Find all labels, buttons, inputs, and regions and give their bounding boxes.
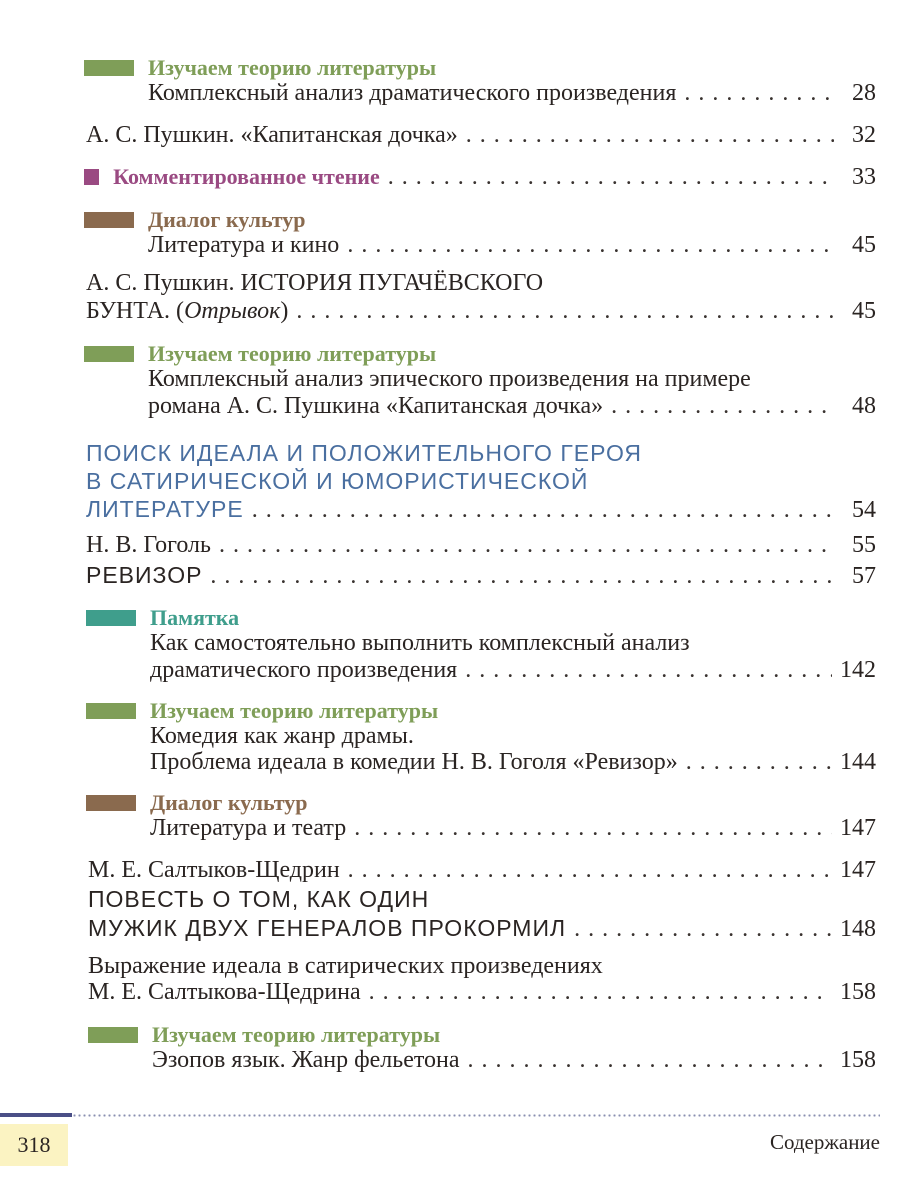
page-number: 55 — [852, 532, 876, 558]
leader-dots — [686, 746, 832, 778]
category-label: Памятка — [150, 605, 240, 630]
entry-title: РЕВИЗОР — [86, 562, 203, 588]
entry-title: А. С. Пушкин. «Капитанская дочка» — [86, 122, 458, 148]
category-label: Диалог культур — [150, 790, 308, 815]
toc-entry[interactable] — [148, 390, 876, 422]
page-number: 57 — [852, 563, 876, 589]
page-number: 158 — [840, 979, 876, 1005]
toc-entry[interactable] — [88, 976, 876, 1008]
leader-dots — [354, 812, 832, 844]
toc-entry[interactable] — [148, 229, 876, 261]
entry-title: Литература и театр — [150, 815, 347, 841]
toc-entry[interactable] — [148, 77, 876, 109]
leader-dots — [348, 854, 832, 886]
page-number: 28 — [852, 80, 876, 106]
page-number: 147 — [840, 857, 876, 883]
toc-entry-line — [88, 883, 876, 915]
entry-title-part: ) — [280, 298, 289, 324]
toc-entry[interactable] — [152, 1044, 876, 1076]
entry-title: Комплексный анализ драматического произведения — [148, 80, 677, 106]
entry-title-part: БУНТА. ( — [86, 298, 185, 324]
leader-dots — [219, 529, 834, 561]
entry-title-italic: Отрывок — [184, 298, 281, 324]
page-number: 147 — [840, 815, 876, 841]
leader-dots — [574, 913, 832, 945]
page-number: 48 — [852, 393, 876, 419]
section-title: ПОИСК ИДЕАЛА И ПОЛОЖИТЕЛЬНОГО ГЕРОЯ — [86, 440, 642, 466]
category-bar — [88, 1027, 138, 1043]
leader-dots — [684, 77, 834, 109]
footer-rule — [0, 1113, 900, 1119]
toc-entry[interactable] — [88, 912, 876, 944]
page-number: 33 — [852, 164, 876, 190]
running-title: Содержание — [769, 1130, 880, 1154]
toc-entry[interactable] — [86, 295, 876, 327]
category-bar — [84, 169, 99, 185]
toc-entry[interactable] — [150, 812, 876, 844]
toc-entry[interactable] — [86, 119, 876, 151]
toc-entry[interactable] — [150, 746, 876, 778]
category-label: Диалог культур — [148, 207, 306, 232]
category-bar — [84, 60, 134, 76]
page-number: 148 — [840, 916, 876, 942]
category-label: Изучаем теорию литературы — [152, 1022, 441, 1047]
entry-title: романа А. С. Пушкина «Капитанская дочка» — [148, 393, 604, 419]
page-number: 45 — [852, 232, 876, 258]
category-label: Изучаем теорию литературы — [150, 698, 439, 723]
footer-rule-dots — [72, 1114, 880, 1117]
entry-title: Эзопов язык. Жанр фельетона — [152, 1047, 460, 1073]
leader-dots — [611, 390, 834, 422]
page-number: 142 — [840, 657, 876, 683]
toc-entry[interactable] — [86, 493, 876, 525]
category-bar — [86, 610, 136, 626]
category-bar — [86, 795, 136, 811]
section-title: В САТИРИЧЕСКОЙ И ЮМОРИСТИЧЕСКОЙ — [86, 468, 589, 494]
category-label: Изучаем теорию литературы — [148, 55, 437, 80]
entry-title — [86, 295, 288, 327]
entry-title: Н. В. Гоголь — [86, 532, 211, 558]
toc-entry[interactable] — [88, 854, 876, 886]
page-number: 32 — [852, 122, 876, 148]
toc-entry[interactable] — [84, 161, 876, 193]
entry-title: Комедия как жанр драмы. — [150, 723, 414, 749]
entry-title: Проблема идеала в комедии Н. В. Гоголя «Ревизор» — [150, 749, 678, 775]
leader-dots — [252, 494, 834, 526]
leader-dots — [465, 654, 832, 686]
toc-entry[interactable] — [86, 559, 876, 591]
leader-dots — [468, 1044, 832, 1076]
entry-title: ПОВЕСТЬ О ТОМ, КАК ОДИН — [88, 886, 430, 912]
toc-entry[interactable] — [150, 654, 876, 686]
folio-text: 318 — [17, 1132, 51, 1157]
entry-title: МУЖИК ДВУХ ГЕНЕРАЛОВ ПРОКОРМИЛ — [88, 915, 567, 941]
entry-title: Как самостоятельно выполнить комплексный анализ — [150, 630, 690, 656]
leader-dots — [369, 976, 832, 1008]
section-title: ЛИТЕРАТУРЕ — [86, 496, 244, 522]
entry-title: М. Е. Салтыков-Щедрин — [88, 857, 340, 883]
leader-dots — [347, 229, 834, 261]
category-bar — [86, 703, 136, 719]
footer-rule-solid — [0, 1113, 72, 1117]
leader-dots — [466, 119, 834, 151]
entry-title: М. Е. Салтыкова-Щедрина — [88, 979, 361, 1005]
entry-title: Выражение идеала в сатирических произведениях — [88, 953, 603, 979]
entry-title: Литература и кино — [148, 232, 340, 258]
page-number: 144 — [840, 749, 876, 775]
leader-dots — [388, 161, 834, 193]
category-label: Изучаем теорию литературы — [148, 341, 437, 366]
page-number: 54 — [852, 497, 876, 523]
entry-title: А. С. Пушкин. ИСТОРИЯ ПУГАЧЁВСКОГО — [86, 270, 544, 296]
leader-dots — [296, 295, 834, 327]
page-number: 158 — [840, 1047, 876, 1073]
folio-page-number — [0, 1124, 68, 1166]
page-number: 45 — [852, 298, 876, 324]
entry-title: Комплексный анализ эпического произведения на примере — [148, 366, 751, 392]
toc-entry[interactable] — [86, 529, 876, 561]
leader-dots — [210, 560, 834, 592]
category-bar — [84, 212, 134, 228]
category-bar — [84, 346, 134, 362]
entry-title: драматического произведения — [150, 657, 458, 683]
category-label: Комментированное чтение — [113, 164, 380, 189]
